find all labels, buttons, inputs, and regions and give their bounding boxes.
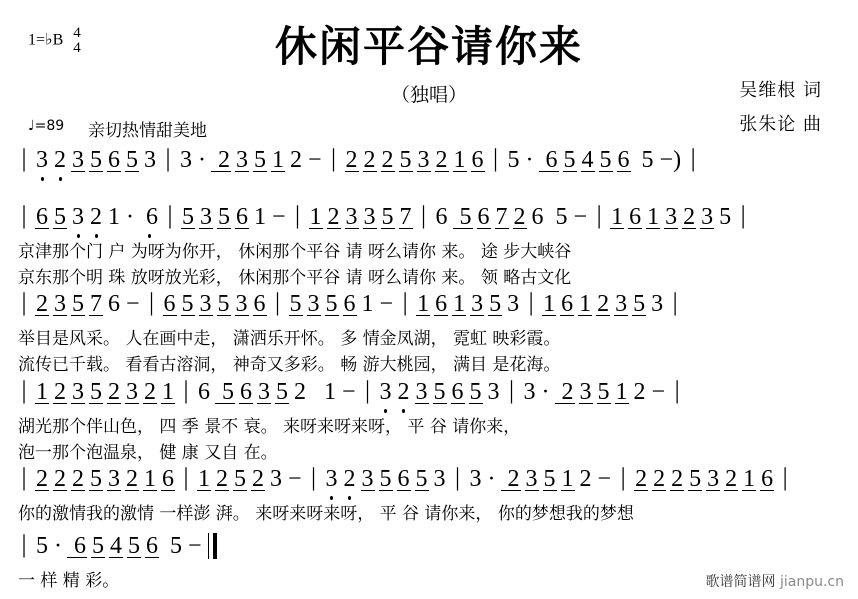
lyric-row [18, 412, 842, 438]
note: 1 [615, 379, 628, 405]
note: 3 [307, 291, 320, 317]
barline: | [21, 377, 27, 404]
note: 3 [507, 291, 520, 317]
note: · [541, 379, 550, 405]
barline: | [21, 289, 27, 316]
note: 2 [397, 379, 410, 405]
note: 2 [36, 466, 48, 492]
song-title: 休闲平谷请你来 [274, 22, 583, 71]
barline: | [528, 289, 534, 316]
note: 3 [199, 291, 212, 317]
note: 3 [615, 291, 628, 317]
note: 1 [543, 291, 556, 317]
barline: | [421, 202, 427, 229]
lyric-row [18, 263, 842, 289]
note: 6 [343, 291, 356, 317]
lyric-verse-1: 京津那个门 户 为呀为你开， 休闲那个平谷 请 呀么请你 来。 途 步大峡谷 [18, 242, 572, 262]
notation-row [18, 290, 842, 324]
note: 5 [379, 466, 392, 492]
note: 5 [635, 147, 654, 173]
note: 5 [469, 379, 482, 405]
note: − [342, 379, 356, 405]
note: 5 [92, 533, 104, 559]
note: 6 [435, 291, 448, 317]
note: 5 [218, 204, 230, 230]
note: 2 [252, 466, 264, 492]
note: 2 [597, 291, 610, 317]
note: 3 [144, 147, 156, 173]
note: 2 [683, 204, 696, 230]
note: 5 [689, 466, 702, 492]
key-signature-text: 1=♭B [28, 31, 64, 49]
barline: | [740, 202, 746, 229]
note: 2 [54, 466, 66, 492]
note: 6 [471, 147, 484, 173]
note: 5 [433, 379, 446, 405]
note: 2 [212, 147, 230, 173]
note: 3 [363, 204, 376, 230]
lyric-row [18, 350, 842, 376]
note: 3 [523, 379, 536, 405]
note: 1 [36, 379, 48, 405]
note: 1 [162, 379, 174, 405]
lyric-row [18, 499, 842, 525]
barline: | [167, 202, 173, 229]
lyricist-credit: 吴维根 词 [739, 80, 822, 101]
note: 4 [110, 533, 122, 559]
note: − [379, 291, 394, 317]
note: 6 [561, 291, 574, 317]
note: 6 [163, 291, 176, 317]
barline: | [311, 464, 317, 491]
barline: | [782, 464, 788, 491]
note: 3 [200, 204, 212, 230]
note: 2 [555, 379, 574, 405]
barline: | [596, 202, 602, 229]
note: 2 [294, 379, 306, 405]
score-line-2 [18, 203, 842, 289]
barline: | [21, 531, 27, 558]
note: 2 [513, 204, 526, 230]
note: 2 [72, 466, 84, 492]
barline: | [149, 289, 155, 316]
note: 1 [144, 466, 156, 492]
lyric-verse-2: 京东那个明 珠 放呀放光彩， 休闲那个平谷 请 呀么请你 来。 领 略古文化 [18, 268, 572, 288]
score-line-1 [18, 146, 842, 180]
note: 5 [182, 204, 194, 230]
barline: | [183, 377, 189, 404]
barline: | [21, 202, 27, 229]
note: 6 [236, 204, 248, 230]
note: 3 [108, 466, 120, 492]
note: 5 [90, 466, 102, 492]
note: · [126, 204, 134, 230]
note: 2 [345, 147, 358, 173]
note: 5 [599, 147, 612, 173]
song-subtitle: （独唱） [390, 84, 467, 106]
note: 1 [309, 204, 322, 230]
time-signature-numerator: 4 [73, 25, 81, 41]
note: 2 [36, 291, 48, 317]
watermark-en: jianpu.cn [779, 574, 844, 590]
note: · [487, 466, 496, 492]
note: 2 [54, 147, 66, 173]
note: 5 [399, 147, 412, 173]
note: 2 [327, 204, 340, 230]
note: 6 [451, 379, 464, 405]
mood-marking: 亲切热情甜美地 [88, 121, 207, 141]
note: 3 [72, 147, 84, 173]
note: 5 [325, 291, 338, 317]
note: 6 [477, 204, 490, 230]
note: 6 [531, 204, 544, 230]
note: 3 [345, 204, 358, 230]
note: 6 [140, 204, 158, 230]
note: 1 [198, 466, 210, 492]
note: 5 [90, 147, 102, 173]
note: 6 [629, 204, 642, 230]
time-signature-denominator: 4 [73, 40, 81, 56]
barline: | [183, 464, 189, 491]
note: 1 [361, 291, 374, 317]
note: 7 [495, 204, 508, 230]
notation-row [18, 532, 842, 566]
note: 2 [126, 466, 138, 492]
lyric-verse-1: 湖光那个伴山色， 四 季 景不 衰。 来呀来呀来呀， 平 谷 请你来， [18, 417, 521, 437]
barline: | [165, 145, 171, 172]
note: − [272, 204, 286, 230]
note: 5 [289, 291, 302, 317]
note: 4 [581, 147, 594, 173]
note: 2 [579, 466, 592, 492]
note: 2 [725, 466, 738, 492]
note: 3 [469, 466, 482, 492]
note: 1 [254, 204, 266, 230]
note: · [198, 147, 206, 173]
note: 5 [36, 533, 48, 559]
note: 5 [276, 379, 288, 405]
note: − [651, 379, 666, 405]
note: 3 [487, 379, 500, 405]
note: 6 [146, 533, 158, 559]
note: 7 [399, 204, 412, 230]
note: 1 [417, 291, 430, 317]
barline: | [21, 464, 27, 491]
note: 6 [108, 291, 120, 317]
note: − [188, 533, 202, 559]
note: 3 [417, 147, 430, 173]
note: 5 [597, 379, 610, 405]
lyric-row [18, 324, 842, 350]
note: 2 [381, 147, 394, 173]
note: 5 [164, 533, 182, 559]
note: 5 [489, 291, 502, 317]
note: 2 [633, 379, 646, 405]
note: 6 [435, 204, 448, 230]
lyric-verse-2: 泡一那个泡温泉， 健 康 又自 在。 [18, 443, 278, 463]
barline: | [365, 377, 371, 404]
note: − [573, 204, 588, 230]
note: 6 [617, 147, 630, 173]
note: 3 [270, 466, 282, 492]
notation-row [18, 378, 842, 412]
note: 1 [108, 204, 120, 230]
lyric-verse-1: 举目是风采。 人在画中走， 潇洒乐开怀。 多 情金凤湖， 霓虹 映彩霞。 [18, 329, 561, 349]
note: 1 [561, 466, 574, 492]
note: 5 [543, 466, 556, 492]
note: 2 [363, 147, 376, 173]
note: 3 [471, 291, 484, 317]
note: 3 [258, 379, 270, 405]
note: 5 [381, 204, 394, 230]
note: 1 [453, 147, 466, 173]
note: 3 [54, 291, 66, 317]
watermark [706, 571, 844, 591]
note: 2 [653, 466, 666, 492]
note: 3 [361, 466, 374, 492]
note: 2 [501, 466, 520, 492]
barline: | [672, 289, 678, 316]
notation-row [18, 203, 842, 237]
notation-row [18, 465, 842, 499]
note: 3 [72, 379, 84, 405]
note: 3 [665, 204, 678, 230]
barline: | [690, 145, 696, 172]
note: 2 [54, 379, 66, 405]
note: 5 [415, 466, 428, 492]
barline: | [674, 377, 680, 404]
note: 5 [216, 379, 234, 405]
notation-row [18, 146, 842, 180]
note: · [54, 533, 62, 559]
note: 5 [563, 147, 576, 173]
note: − [597, 466, 612, 492]
note: 2 [635, 466, 648, 492]
score-line-3 [18, 290, 842, 376]
note: 3 [236, 147, 248, 173]
note: 6 [397, 466, 410, 492]
note: 5 [234, 466, 246, 492]
note: 5 [254, 147, 266, 173]
note: 3 [525, 466, 538, 492]
note: 3 [36, 147, 48, 173]
score-line-4 [18, 378, 842, 464]
note: 6 [761, 466, 774, 492]
note: 2 [144, 379, 156, 405]
note: 2 [216, 466, 228, 492]
note: 5 [507, 147, 520, 173]
note: −) [659, 147, 682, 173]
barline: | [331, 145, 337, 172]
note: 3 [651, 291, 664, 317]
barline: | [402, 289, 408, 316]
note: 5 [128, 533, 140, 559]
note: 1 [312, 379, 336, 405]
note: − [308, 147, 322, 173]
barline: | [455, 464, 461, 491]
note: 3 [379, 379, 392, 405]
score-line-5 [18, 465, 842, 525]
note: 3 [72, 204, 84, 230]
tempo-marking: ♩=89 [28, 118, 65, 134]
note: 7 [90, 291, 102, 317]
note: − [126, 291, 140, 317]
note: 5 [54, 204, 66, 230]
note: 3 [707, 466, 720, 492]
barline: | [493, 145, 499, 172]
lyric-row [18, 438, 842, 464]
note: 6 [68, 533, 86, 559]
note: 5 [72, 291, 84, 317]
note: 6 [36, 204, 48, 230]
note: 5 [453, 204, 472, 230]
note: 1 [743, 466, 756, 492]
note: 2 [671, 466, 684, 492]
note: 3 [180, 147, 192, 173]
composer-credit: 张朱论 曲 [739, 114, 822, 135]
lyric-row [18, 237, 842, 263]
note: 5 [126, 147, 138, 173]
note: 3 [235, 291, 248, 317]
barline: | [620, 464, 626, 491]
barline: | [509, 377, 515, 404]
lyric-verse-1: 一 样 精 彩。 [18, 571, 120, 591]
note: 1 [272, 147, 284, 173]
note: 6 [162, 466, 174, 492]
note: 2 [290, 147, 302, 173]
note: 2 [435, 147, 448, 173]
note: 2 [108, 379, 120, 405]
note: 5 [633, 291, 646, 317]
barline: | [295, 202, 301, 229]
watermark-cn: 歌谱简谱网 [705, 574, 776, 590]
note: 5 [719, 204, 732, 230]
note: 3 [415, 379, 428, 405]
note: 6 [108, 147, 120, 173]
note: 6 [240, 379, 252, 405]
note: · [525, 147, 534, 173]
note: 2 [343, 466, 356, 492]
note: 3 [433, 466, 446, 492]
note: 3 [126, 379, 138, 405]
note: 1 [647, 204, 660, 230]
note: 1 [453, 291, 466, 317]
lyric-verse-1: 你的激情我的激情 一样澎 湃。 来呀来呀来呀， 平 谷 请你来， 你的梦想我的梦想 [18, 504, 634, 524]
lyric-verse-2: 流传已千载。 看看古溶洞， 神奇又多彩。 畅 游大桃园， 满目 是花海。 [18, 355, 561, 375]
note: 3 [325, 466, 338, 492]
note: 6 [198, 379, 210, 405]
note: 1 [611, 204, 624, 230]
note: 6 [253, 291, 266, 317]
note: − [288, 466, 302, 492]
barline: | [275, 289, 281, 316]
barline: | [21, 145, 27, 172]
note: 5 [90, 379, 102, 405]
note: 3 [701, 204, 714, 230]
note: 5 [217, 291, 230, 317]
note: 2 [90, 204, 102, 230]
note: 1 [579, 291, 592, 317]
note: 6 [539, 147, 558, 173]
note: 5 [181, 291, 194, 317]
note: 3 [579, 379, 592, 405]
note: 5 [549, 204, 568, 230]
